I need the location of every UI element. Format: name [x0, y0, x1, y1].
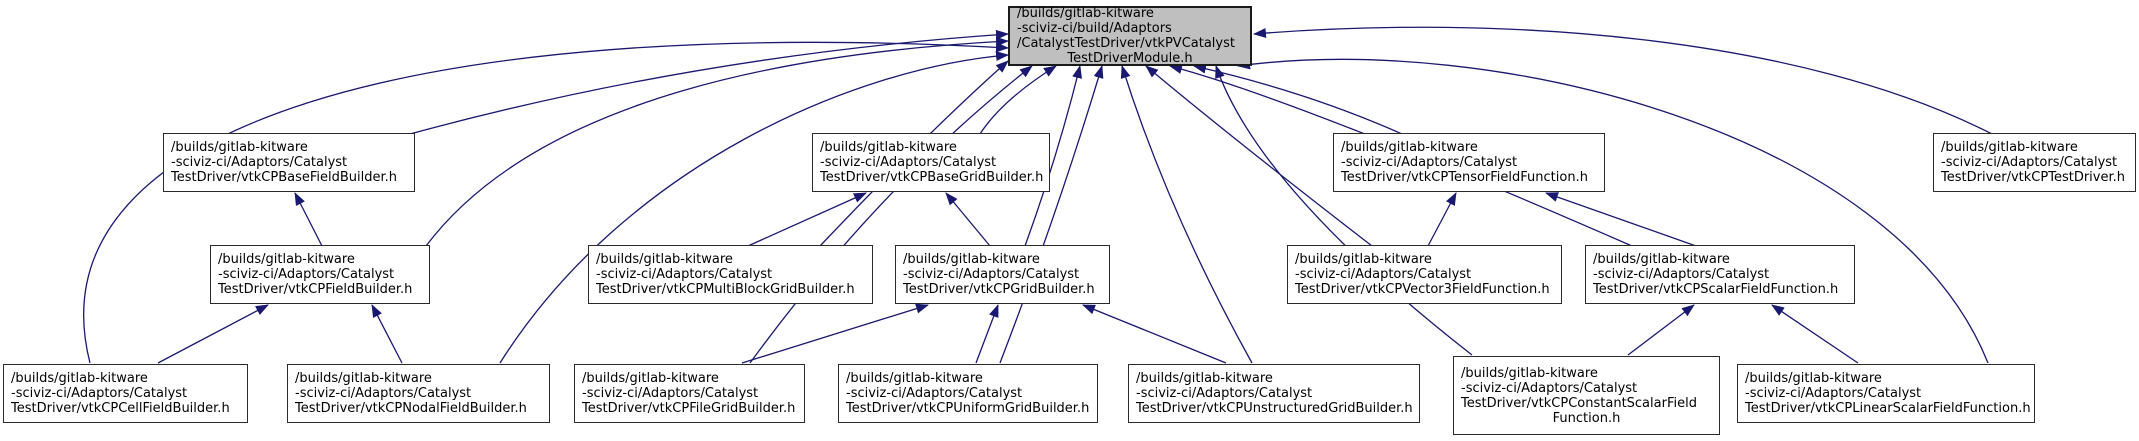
node-label-line: TestDriver/vtkCPScalarFieldFunction.h	[1593, 282, 1839, 297]
edge-unstructured-to-module	[1122, 66, 1252, 363]
node-label-line: Function.h	[1552, 410, 1621, 426]
edge-grid-to-baseGrid	[946, 193, 990, 246]
node-label-line: TestDriver/vtkCPFileGridBuilder.h	[582, 401, 796, 416]
node-label-line: TestDriver/vtkCPFieldBuilder.h	[218, 282, 413, 297]
node-label-line: TestDriver/vtkCPConstantScalarField	[1461, 395, 1697, 411]
graph-node-field[interactable]	[210, 245, 430, 304]
node-label-line: /builds/gitlab-kitware	[820, 140, 957, 155]
node-label-line: -sciviz-ci/Adaptors/Catalyst	[171, 155, 348, 170]
node-label-line: /builds/gitlab-kitware	[1341, 140, 1478, 155]
node-label-line: -sciviz-ci/Adaptors/Catalyst	[295, 386, 472, 401]
node-label-line: -sciviz-ci/Adaptors/Catalyst	[1136, 386, 1313, 401]
node-label-line: /builds/gitlab-kitware	[903, 252, 1040, 267]
graph-node-tensor[interactable]	[1333, 133, 1605, 192]
edge-constant-to-scalar	[1628, 305, 1694, 355]
edge-cell-to-module	[84, 42, 1008, 363]
node-label-line: -sciviz-ci/Adaptors/Catalyst	[218, 267, 395, 282]
edge-unstructured-to-grid	[1083, 305, 1226, 363]
node-label-line: -sciviz-ci/Adaptors/Catalyst	[1341, 155, 1518, 170]
edge-baseField-to-module	[410, 34, 1008, 134]
graph-node-nodal[interactable]	[287, 364, 550, 423]
node-label-line: /builds/gitlab-kitware	[1017, 6, 1154, 21]
node-label-line: -sciviz-ci/Adaptors/Catalyst	[1295, 267, 1472, 282]
graph-node-unstructured[interactable]	[1128, 364, 1420, 423]
graph-node-uniform[interactable]	[838, 364, 1098, 423]
edge-baseGrid-to-module	[980, 66, 1056, 134]
node-label-line: TestDriver/vtkCPTestDriver.h	[1941, 170, 2125, 185]
node-label-line: -sciviz-ci/Adaptors/Catalyst	[11, 386, 188, 401]
graph-node-file[interactable]	[574, 364, 805, 423]
node-label-line: /builds/gitlab-kitware	[295, 371, 432, 386]
node-label-line: /builds/gitlab-kitware	[596, 252, 733, 267]
edge-nodal-to-field	[372, 305, 402, 363]
node-label-line: -sciviz-ci/Adaptors/Catalyst	[596, 267, 773, 282]
edge-linear-to-scalar	[1772, 305, 1858, 363]
node-label-line: /builds/gitlab-kitware	[1461, 365, 1598, 381]
node-label-line: TestDriver/vtkCPUnstructuredGridBuilder.h	[1136, 401, 1413, 416]
node-label-line: /builds/gitlab-kitware	[218, 252, 355, 267]
node-label-line: -sciviz-ci/Adaptors/Catalyst	[1461, 380, 1638, 396]
edge-vector3-to-tensor	[1428, 193, 1456, 246]
node-label-line: /builds/gitlab-kitware	[1136, 371, 1273, 386]
edge-file-to-module	[750, 66, 1032, 363]
node-label-line: /builds/gitlab-kitware	[1745, 371, 1882, 386]
edge-nodal-to-module	[500, 55, 1008, 363]
edge-testDriver-to-module	[1254, 27, 1992, 134]
node-label-line: TestDriver/vtkCPBaseGridBuilder.h	[820, 170, 1044, 185]
edge-linear-to-module	[1238, 59, 1988, 363]
edge-multiBlock-to-baseGrid	[748, 193, 866, 246]
node-label-line: /builds/gitlab-kitware	[846, 371, 983, 386]
node-label-line: TestDriver/vtkCPVector3FieldFunction.h	[1295, 282, 1550, 297]
edge-uniform-to-module	[1000, 66, 1102, 363]
node-label-line: TestDriver/vtkCPGridBuilder.h	[903, 282, 1095, 297]
node-label-line: TestDriver/vtkCPUniformGridBuilder.h	[846, 401, 1090, 416]
graph-node-baseGrid[interactable]	[812, 133, 1050, 192]
node-label-line: TestDriver/vtkCPTensorFieldFunction.h	[1341, 170, 1588, 185]
node-label-line: /builds/gitlab-kitware	[11, 371, 148, 386]
node-label-line: -sciviz-ci/build/Adaptors	[1017, 21, 1172, 36]
graph-node-baseField[interactable]	[163, 133, 415, 192]
node-label-line: -sciviz-ci/Adaptors/Catalyst	[846, 386, 1023, 401]
node-label-line: -sciviz-ci/Adaptors/Catalyst	[820, 155, 997, 170]
node-label-line: -sciviz-ci/Adaptors/Catalyst	[1745, 386, 1922, 401]
node-label-line: /builds/gitlab-kitware	[1593, 252, 1730, 267]
node-label-line: TestDriver/vtkCPBaseFieldBuilder.h	[171, 170, 398, 185]
node-label-line: -sciviz-ci/Adaptors/Catalyst	[1593, 267, 1770, 282]
graph-node-scalar[interactable]	[1585, 245, 1855, 304]
node-label-line: TestDriver/vtkCPNodalFieldBuilder.h	[295, 401, 527, 416]
graph-node-module	[1008, 6, 1252, 66]
graph-node-vector3[interactable]	[1287, 245, 1562, 304]
graph-node-constant[interactable]	[1453, 356, 1720, 435]
node-label-line: /builds/gitlab-kitware	[582, 371, 719, 386]
graph-node-cell[interactable]	[3, 364, 248, 423]
node-label-line: TestDriverModule.h	[1067, 51, 1193, 66]
node-label-line: -sciviz-ci/Adaptors/Catalyst	[1941, 155, 2118, 170]
node-label-line: /CatalystTestDriver/vtkPVCatalyst	[1017, 36, 1235, 51]
edge-constant-to-module	[1216, 66, 1472, 355]
node-label-line: /builds/gitlab-kitware	[171, 140, 308, 155]
edge-scalar-to-tensor	[1546, 193, 1696, 246]
edge-field-to-baseField	[295, 193, 322, 246]
node-label-line: /builds/gitlab-kitware	[1295, 252, 1432, 267]
graph-node-linear[interactable]	[1737, 364, 2035, 423]
node-label-line: TestDriver/vtkCPLinearScalarFieldFunction.h	[1745, 401, 2031, 416]
node-label-line: TestDriver/vtkCPMultiBlockGridBuilder.h	[596, 282, 855, 297]
node-label-line: TestDriver/vtkCPCellFieldBuilder.h	[11, 401, 230, 416]
edge-uniform-to-grid	[976, 305, 998, 363]
graph-node-testDriver[interactable]	[1933, 133, 2136, 192]
graph-node-multiBlock[interactable]	[588, 245, 873, 304]
edge-cell-to-field	[158, 305, 268, 363]
edge-file-to-grid	[742, 305, 928, 363]
edge-tensor-to-module	[1194, 66, 1402, 134]
node-label-line: -sciviz-ci/Adaptors/Catalyst	[903, 267, 1080, 282]
graph-node-grid[interactable]	[895, 245, 1110, 304]
node-label-line: -sciviz-ci/Adaptors/Catalyst	[582, 386, 759, 401]
node-label-line: /builds/gitlab-kitware	[1941, 140, 2078, 155]
